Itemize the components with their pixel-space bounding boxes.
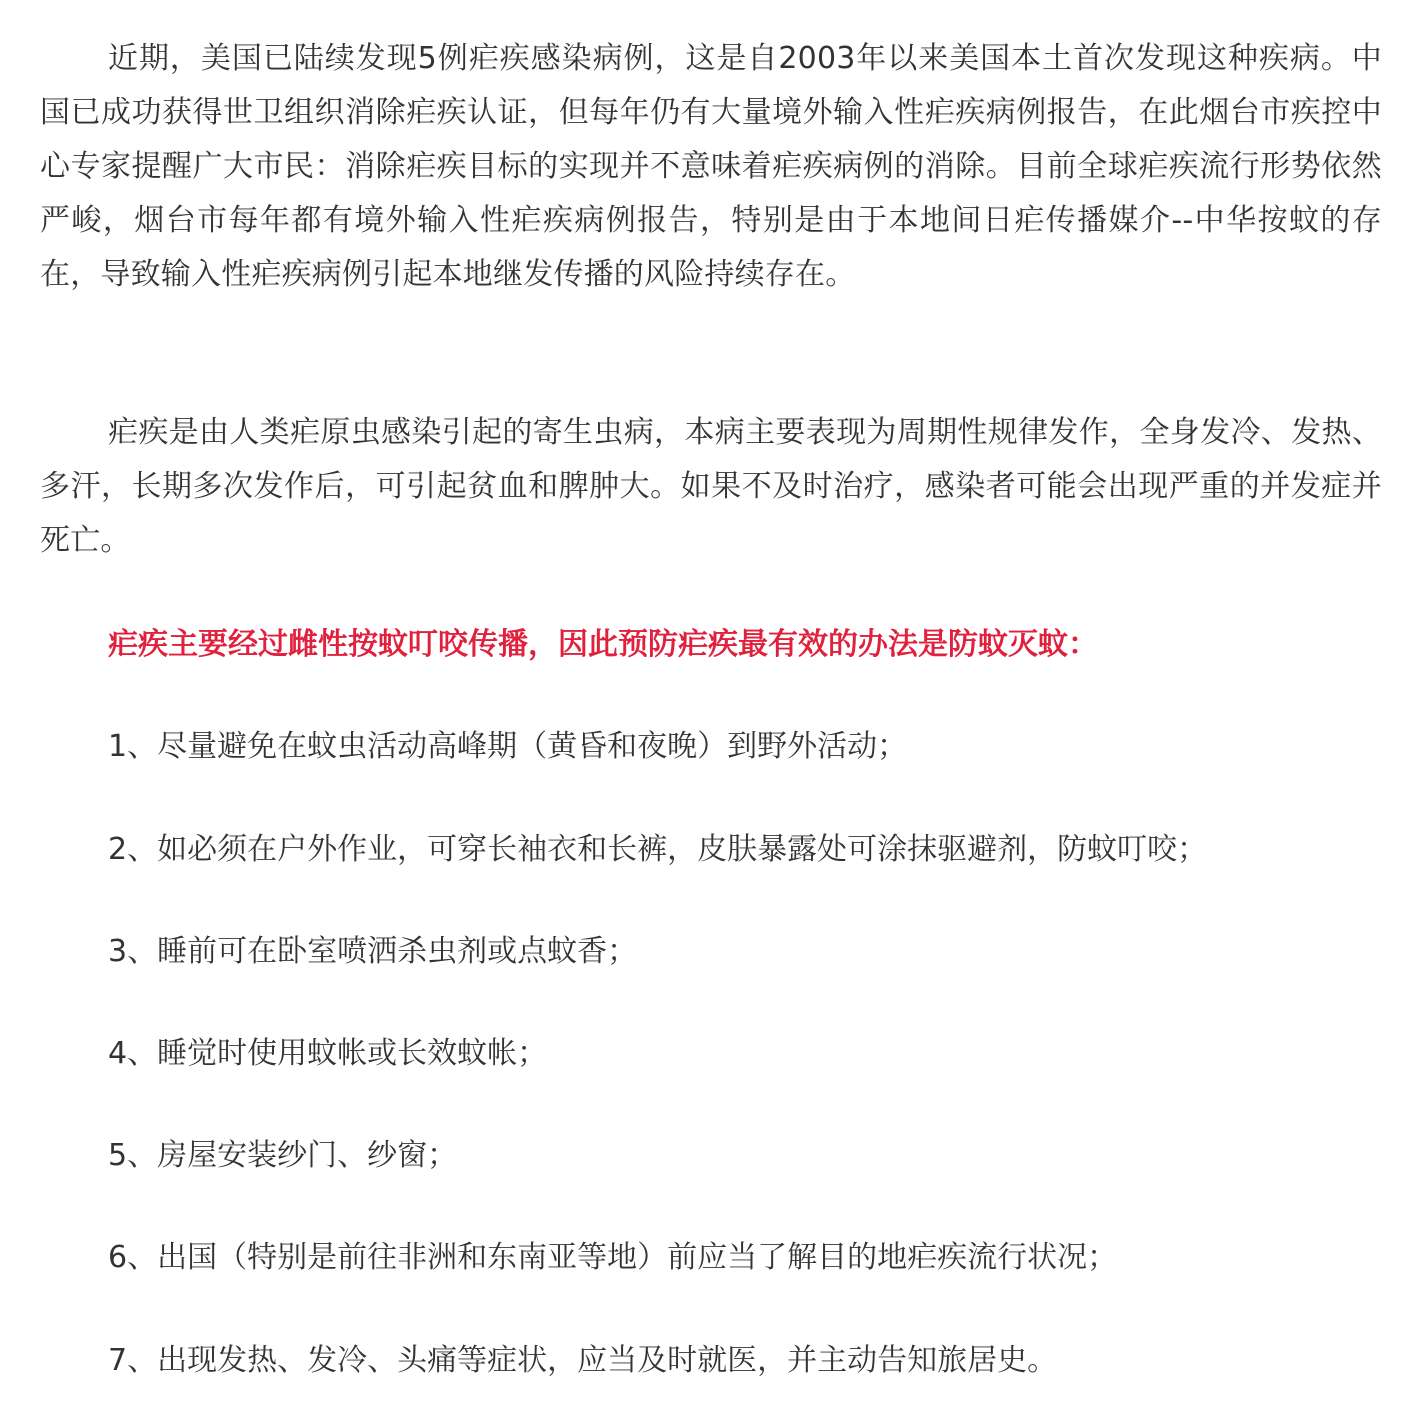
prevention-tip-6: 6、出国（特别是前往非洲和东南亚等地）前应当了解目的地疟疾流行状况； [108, 1240, 1118, 1275]
disease-description-paragraph: 疟疾是由人类疟原虫感染引起的寄生虫病，本病主要表现为周期性规律发作，全身发冷、发热、多汗，长期多次发作后，可引起贫血和脾肿大。如果不及时治疗，感染者可能会出现严重的并发症并死亡。 [40, 415, 1382, 558]
prevention-tip-5: 5、房屋安装纱门、纱窗； [108, 1138, 458, 1173]
prevention-highlight: 疟疾主要经过雌性按蚊叮咬传播，因此预防疟疾最有效的办法是防蚊灭蚊： [108, 627, 1098, 662]
prevention-tip-3: 3、睡前可在卧室喷洒杀虫剂或点蚊香； [108, 934, 638, 969]
prevention-tip-4: 4、睡觉时使用蚊帐或长效蚊帐； [108, 1036, 548, 1071]
prevention-tip-2: 2、如必须在户外作业，可穿长袖衣和长裤，皮肤暴露处可涂抹驱避剂，防蚊叮咬； [108, 832, 1208, 867]
intro-paragraph: 近期，美国已陆续发现5例疟疾感染病例，这是自2003年以来美国本土首次发现这种疾病。中国已成功获得世卫组织消除疟疾认证，但每年仍有大量境外输入性疟疾病例报告，在此烟台市疾控中心专家提醒广大市民：消除疟疾目标的实现并不意味着疟疾病例的消除。目前全球疟疾流行形势依然严峻，烟台市每年都有境外输入性疟疾病例报告，特别是由于本地间日疟传播媒介--中华按蚊的存在，导致输入性疟疾病例引起本地继发传播的风险持续存在。 [40, 41, 1382, 292]
prevention-tip-7: 7、出现发热、发冷、头痛等症状，应当及时就医，并主动告知旅居史。 [108, 1343, 1058, 1378]
prevention-tip-1: 1、尽量避免在蚊虫活动高峰期（黄昏和夜晚）到野外活动； [108, 729, 908, 764]
